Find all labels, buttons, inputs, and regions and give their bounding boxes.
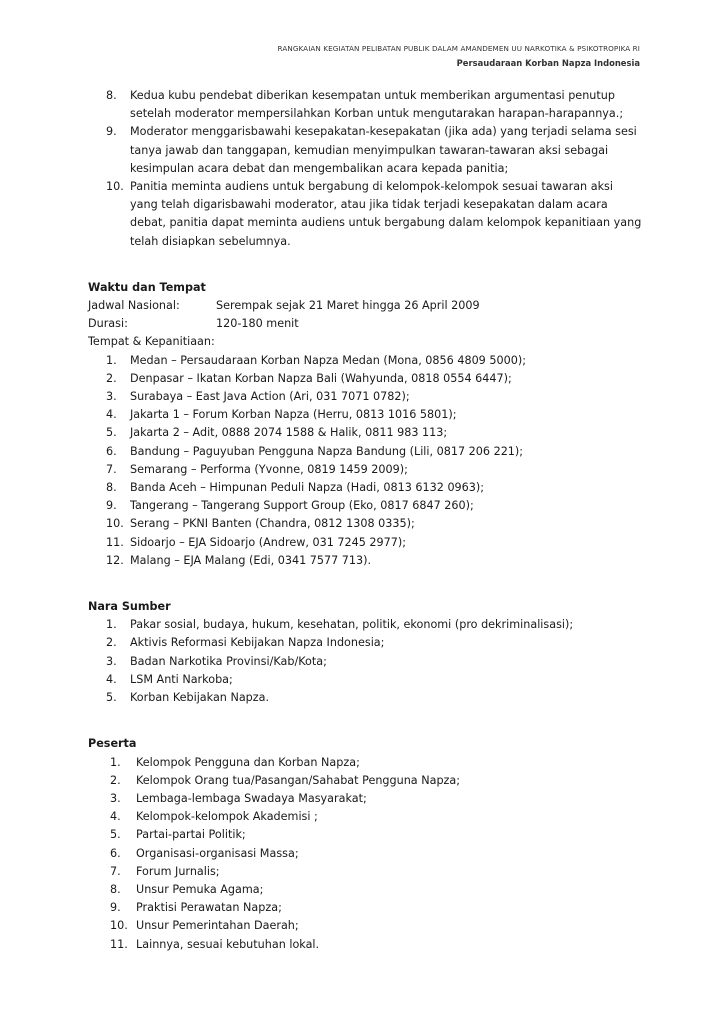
list-item: 6. Bandung – Paguyuban Pengguna Napza Bandung (Lili, 0817 206 221);: [106, 444, 524, 458]
list-item: 1. Medan – Persaudaraan Korban Napza Medan (Mona, 0856 4809 5000);: [106, 353, 526, 367]
list-item: 1. Pakar sosial, budaya, hukum, kesehatan, politik, ekonomi (pro dekriminalisasi);: [106, 618, 574, 632]
list-item: 2. Aktivis Reformasi Kebijakan Napza Indonesia;: [106, 636, 385, 650]
list-item: 5. Partai-partai Politik;: [110, 828, 246, 842]
peserta-list: [88, 754, 643, 954]
list-item: 6. Organisasi-organisasi Massa;: [110, 846, 299, 860]
section-title-waktu: Waktu dan Tempat: [88, 280, 206, 294]
list-item: 5. Korban Kebijakan Napza.: [106, 691, 270, 705]
list-item: 8. Kedua kubu pendebat diberikan kesempatan untuk memberikan argumentasi penutup setelah moderator mempersilahkan Korban untuk mengutarakan harapan-harapannya.;: [106, 89, 624, 121]
jadwal-label: Jadwal Nasional:: [88, 299, 180, 313]
list-item: 9. Moderator menggarisbawahi kesepakatan-kesepakatan (jika ada) yang terjadi selama sesi tanya jawab dan tanggapan, kemudian menyimpulkan tawaran-tawaran aksi sebagai kesimpulan acara debat dan mengembalikan acara kepada panitia;: [106, 125, 637, 175]
list-item: 12. Malang – EJA Malang (Edi, 0341 7577 713).: [106, 553, 372, 567]
debate-steps-list: [88, 87, 643, 251]
list-item: 11. Sidoarjo – EJA Sidoarjo (Andrew, 031 7245 2977);: [106, 535, 407, 549]
tempat-list: [88, 352, 643, 570]
tempat-label: Tempat & Kepanitiaan:: [88, 335, 215, 349]
list-item: 11. Lainnya, sesuai kebutuhan lokal.: [110, 937, 320, 951]
header-title: RANGKAIAN KEGIATAN PELIBATAN PUBLIK DALAM AMANDEMEN UU NARKOTIKA & PSIKOTROPIKA RI: [277, 44, 640, 53]
nara-sumber-list: [88, 616, 643, 707]
durasi-label: Durasi:: [88, 317, 128, 331]
jadwal-value: Serempak sejak 21 Maret hingga 26 April 2009: [216, 299, 480, 313]
list-item: 5. Jakarta 2 – Adit, 0888 2074 1588 & Halik, 0811 983 113;: [106, 426, 448, 440]
list-item: 7. Semarang – Performa (Yvonne, 0819 1459 2009);: [106, 462, 408, 476]
list-item: 9. Tangerang – Tangerang Support Group (Eko, 0817 6847 260);: [106, 499, 474, 513]
list-item: 4. LSM Anti Narkoba;: [106, 672, 233, 686]
section-title-peserta: Peserta: [88, 737, 137, 751]
section-title-nara-sumber: Nara Sumber: [88, 600, 171, 614]
list-item: 2. Kelompok Orang tua/Pasangan/Sahabat Pengguna Napza;: [110, 773, 461, 787]
list-item: 4. Jakarta 1 – Forum Korban Napza (Herru, 0813 1016 5801);: [106, 408, 457, 422]
jadwal-row: [88, 297, 643, 315]
list-item: 10. Panitia meminta audiens untuk bergabung di kelompok-kelompok sesuai tawaran aksi yang telah digarisbawahi moderator, atau jika tidak terjadi kesepakatan dalam acara debat, panitia dapat meminta audiens untuk bergabung dalam kelompok kepanitiaan yang telah disiapkan sebelumnya.: [106, 180, 642, 248]
list-item: 4. Kelompok-kelompok Akademisi ;: [110, 810, 318, 824]
list-item: 3. Lembaga-lembaga Swadaya Masyarakat;: [110, 791, 367, 805]
list-item: 9. Praktisi Perawatan Napza;: [110, 901, 282, 915]
list-item: 3. Badan Narkotika Provinsi/Kab/Kota;: [106, 654, 327, 668]
page-header: [278, 44, 640, 68]
list-item: 10. Serang – PKNI Banten (Chandra, 0812 1308 0335);: [106, 517, 415, 531]
list-item: 8. Banda Aceh – Himpunan Peduli Napza (Hadi, 0813 6132 0963);: [106, 481, 485, 495]
durasi-value: 120-180 menit: [216, 317, 299, 331]
list-item: 8. Unsur Pemuka Agama;: [110, 882, 264, 896]
list-item: 1. Kelompok Pengguna dan Korban Napza;: [110, 755, 360, 769]
list-item: 3. Surabaya – East Java Action (Ari, 031 7071 0782);: [106, 390, 410, 404]
header-organization: Persaudaraan Korban Napza Indonesia: [456, 58, 640, 68]
list-item: 10. Unsur Pemerintahan Daerah;: [110, 919, 299, 933]
list-item: 7. Forum Jurnalis;: [110, 864, 220, 878]
document-body: [88, 87, 643, 954]
list-item: 2. Denpasar – Ikatan Korban Napza Bali (Wahyunda, 0818 0554 6447);: [106, 371, 512, 385]
durasi-row: [88, 315, 643, 333]
